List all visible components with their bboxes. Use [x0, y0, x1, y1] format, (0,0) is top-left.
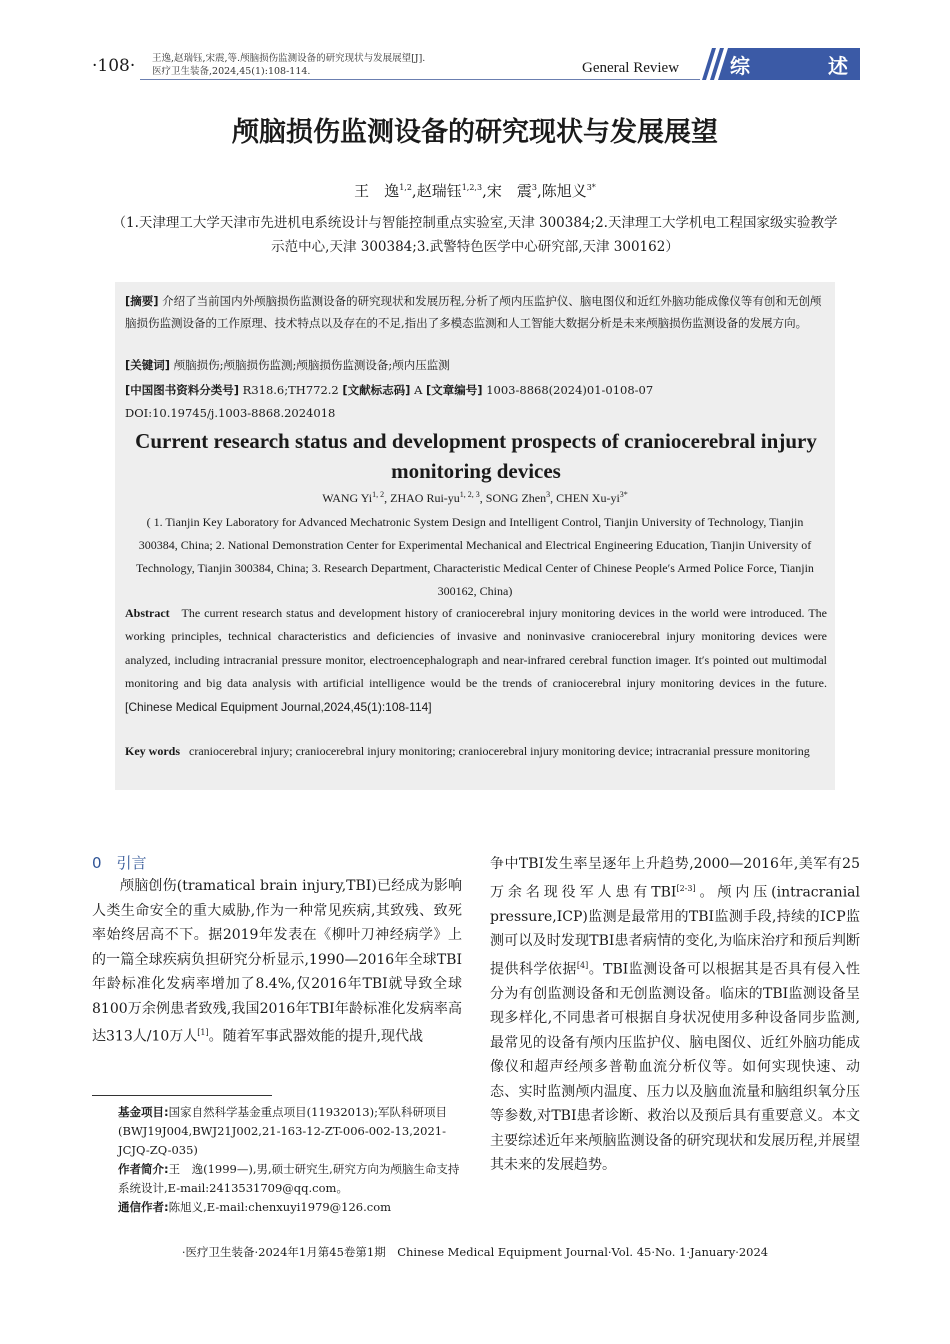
ref-4: [4]	[576, 960, 589, 970]
section-char-2: 述	[828, 54, 850, 78]
left-column	[92, 852, 462, 1049]
author-en-4: , CHEN Xu-yi	[550, 491, 620, 505]
intro-paragraph-left	[92, 874, 462, 1049]
author-2-sup: 1,2,3	[461, 183, 483, 192]
abstract-en-text: The current research status and development history of craniocerebral injury monitoring devices in the world were introduced. The working principles, technical characteristics and deficiencies of invasive and noninvasive craniocerebral injury monitoring devices were analyzed, including intracranial pressure monitor, electroencephalograph and near-infrared cerebral function imager. It′s pointed out multimodal monitoring and big data analysis with artificial intelligence would be the trends of craniocerebral injury monitoring devices in the future.	[125, 606, 827, 691]
citation-line-2: 医疗卫生装备,2024,45(1):108-114.	[152, 66, 311, 77]
section-heading-intro: 0 引言	[92, 854, 147, 872]
intro-right-p1: 争中TBI发生率呈逐年上升趋势,2000—2016年,美军有25万余名现役军人患有TBI	[490, 856, 860, 901]
author-en-2-sup: 1, 2, 3	[459, 490, 480, 499]
abstract-en	[125, 602, 827, 719]
doi: DOI:10.19745/j.1003-8868.2024018	[125, 406, 336, 420]
author-en-3-sup: 3	[546, 490, 551, 499]
citation	[152, 52, 425, 78]
author-en-1-sup: 1, 2	[372, 490, 385, 499]
authors-en	[0, 490, 950, 506]
abstract-cn-text: 介绍了当前国内外颅脑损伤监测设备的研究现状和发展历程,分析了颅内压监护仪、脑电图仪和近红外脑功能成像仪等有创和无创颅脑损伤监测设备的工作原理、技术特点以及存在的不足,指出了多模态监测和人工智能大数据分析是未来颅脑损伤监测设备的发展方向。	[125, 294, 822, 330]
author-en-4-sup: 3*	[619, 490, 628, 499]
affiliation-en: ( 1. Tianjin Key Laboratory for Advanced Mechatronic System Design and Intelligent Control, Tianjin University of Technology, Tianjin 300384, China; 2. National Demonstration Center for Experimental Mechanical and Electrical Engineering Education, Tianjin University of Technology, Tianjin 300384, China; 3. Research Department, Characteristic Medical Center of Chinese People′s Armed Police Force, Tianjin 300162, China)	[136, 515, 814, 598]
fund-label: 基金项目:	[118, 1105, 169, 1119]
footnotes	[118, 1103, 468, 1217]
article-number-value: 1003-8868(2024)01-0108-07	[486, 383, 654, 397]
author-1-sup: 1,2	[399, 183, 412, 192]
author-3: ,宋 震	[482, 182, 532, 200]
footnote-fund	[118, 1103, 468, 1160]
authors-cn	[0, 180, 950, 201]
intro-left-text: 颅脑创伤(tramatical brain injury,TBI)已经成为影响人类生命安全的重大威胁,作为一种常见疾病,其致残、致死率始终居高不下。据2019年发表在《柳叶刀神经病学》上的一篇全球疾病负担研究分析显示,1990—2016年全球TBI年龄标准化发病率增加了8.4%,仅2016年TBI就导致全球8100万余例患者致残,我国2016年TBI年龄标准化发病率高达313人/10万人	[92, 878, 462, 1045]
section-label-en: General Review	[582, 60, 680, 76]
footnote-rule	[92, 1095, 272, 1096]
section-char-1: 综	[730, 54, 752, 78]
doc-code-value: A	[414, 383, 423, 397]
keywords-cn	[125, 355, 450, 375]
footnote-correspondence	[118, 1198, 468, 1217]
author-1: 王 逸	[354, 182, 400, 200]
author-en-3: , SONG Zhen	[479, 491, 547, 505]
keywords-en-text: craniocerebral injury; craniocerebral injury monitoring; craniocerebral injury monitoring device; intracranial pressure monitoring	[189, 744, 810, 758]
fund-text: 国家自然科学基金重点项目(11932013);军队科研项目(BWJ19J004,BWJ21J002,21-163-12-ZT-006-002-13,2021-JCJQ-ZQ-035)	[118, 1105, 447, 1157]
intro-left-tail: 。随着军事武器效能的提升,现代战	[208, 1028, 424, 1045]
clc-label: [中国图书资料分类号]	[125, 383, 240, 397]
author-4: ,陈旭义	[536, 182, 587, 200]
right-column	[490, 852, 860, 1178]
keywords-cn-text: 颅脑损伤;颅脑损伤监测;颅脑损伤监测设备;颅内压监测	[173, 358, 450, 372]
doc-code-label: [文献标志码]	[342, 383, 411, 397]
page-header	[0, 0, 950, 100]
page-footer: ·医疗卫生装备·2024年1月第45卷第1期 Chinese Medical Equipment Journal·Vol. 45·No. 1·January·2024	[181, 1245, 769, 1259]
footnote-author	[118, 1160, 468, 1198]
citation-line-1: 王逸,赵瑞钰,宋震,等.颅脑损伤监测设备的研究现状与发展展望[J].	[152, 53, 426, 64]
author-2: ,赵瑞钰	[411, 182, 462, 200]
abstract-cn-label: [摘要]	[125, 294, 159, 308]
intro-paragraph-right	[490, 852, 860, 1178]
clc-value: R318.6;TH772.2	[242, 383, 339, 397]
author-en-2: , ZHAO Rui-yu	[384, 491, 460, 505]
page-number: ·108·	[92, 56, 136, 76]
header-rule	[140, 79, 700, 80]
title-cn: 颅脑损伤监测设备的研究现状与发展展望	[232, 117, 718, 148]
keywords-cn-label: [关键词]	[125, 358, 171, 372]
ref-1: [1]	[197, 1028, 209, 1037]
keywords-en-label: Key words	[125, 744, 180, 758]
corr-text: 陈旭义,E-mail:chenxuyi1979@126.com	[168, 1200, 392, 1214]
keywords-en	[125, 740, 827, 763]
ref-2-3: [2-3]	[676, 883, 696, 893]
section-label-cn	[730, 50, 850, 79]
abstract-en-label: Abstract	[125, 606, 170, 620]
intro-right-p2: 。颅内压(intracranial pressure,ICP)监测是最常用的TBI监测手段,持续的ICP监测可以及时发现TBI患者病情的变化,为临床治疗和预后判断提供科学依据	[490, 884, 861, 978]
corr-label: 通信作者:	[118, 1200, 169, 1214]
intro-right-p3: 。TBI监测设备可以根据其是否具有侵入性分为有创监测设备和无创监测设备。临床的TBI监测设备呈现多样化,不同患者可根据自身状况使用多种设备同步监测,最常见的设备有颅内压监护仪、脑电图仪、近红外脑功能成像仪和超声经颅多普勒血流分析仪等。如何实现快速、动态、实时监测颅内温度、压力以及脑血流量和脑组织氧分压等参数,对TBI患者诊断、救治以及预后具有重要意义。本文主要综述近年来颅脑监测设备的研究现状和发展历程,并展望其未来的发展趋势。	[490, 961, 860, 1174]
title-en: Current research status and development prospects of craniocerebral injury monitoring devices	[135, 429, 817, 483]
journal-reference: [Chinese Medical Equipment Journal,2024,45(1):108-114]	[125, 699, 432, 714]
author-bio-text: 王 逸(1999—),男,硕士研究生,研究方向为颅脑生命支持系统设计,E-mail:2413531709@qq.com。	[118, 1162, 460, 1195]
author-bio-label: 作者简介:	[118, 1162, 169, 1176]
affiliation-cn: （1.天津理工大学天津市先进机电系统设计与智能控制重点实验室,天津 300384;2.天津理工大学机电工程国家级实验教学示范中心,天津 300384;3.武警特色医学中心研究部,天津 300162）	[112, 215, 838, 255]
author-en-1: WANG Yi	[322, 491, 373, 505]
classification-line	[125, 380, 653, 400]
author-4-sup: 3*	[586, 183, 596, 192]
author-3-sup: 3	[531, 183, 537, 192]
abstract-cn	[125, 290, 827, 334]
article-number-label: [文章编号]	[426, 383, 483, 397]
